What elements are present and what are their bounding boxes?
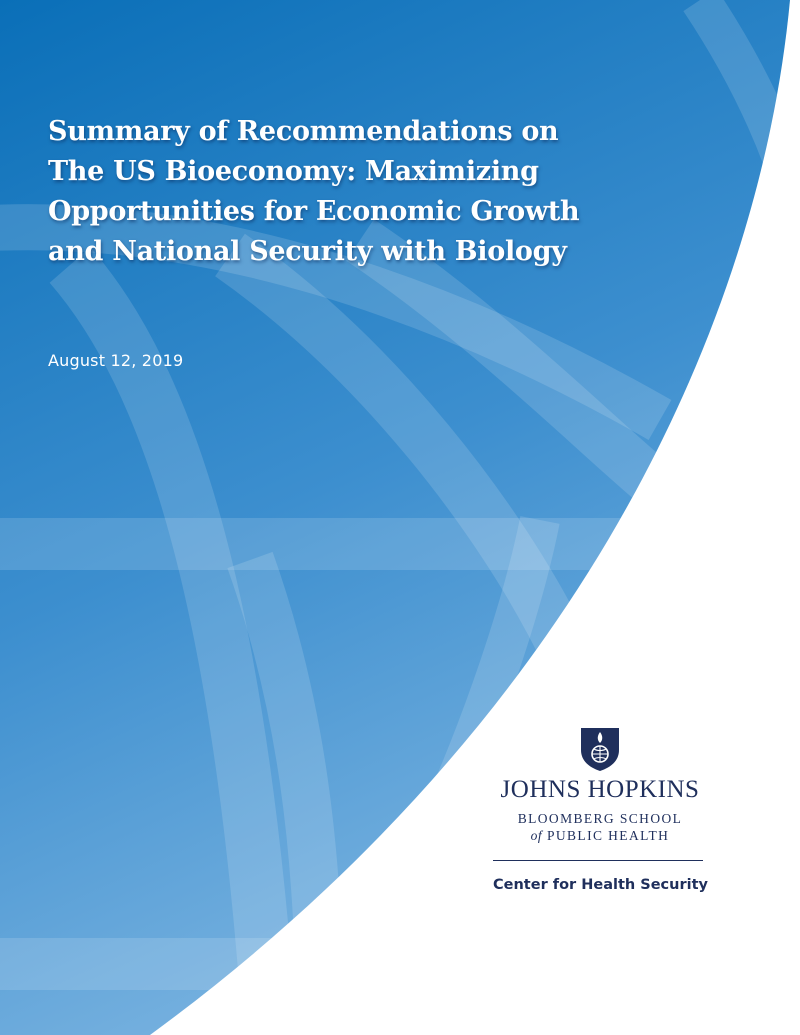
school-name-of: of [530, 828, 543, 843]
title-line: Summary of Recommendations on [48, 116, 559, 147]
title-line: The US Bioeconomy: Maximizing [48, 156, 539, 187]
title-line: and National Security with Biology [48, 236, 567, 267]
center-name: Center for Health Security [493, 877, 708, 893]
johns-hopkins-logo [480, 726, 720, 844]
institution-name: JOHNS HOPKINS [500, 776, 700, 803]
university-shield-icon [579, 726, 621, 772]
school-name-line1: BLOOMBERG SCHOOL [517, 811, 683, 826]
school-name-public-health: PUBLIC HEALTH [546, 828, 670, 843]
school-name-line2 [480, 827, 720, 844]
report-date: August 12, 2019 [48, 351, 184, 370]
report-title [48, 112, 608, 272]
logo-divider [493, 860, 703, 861]
globe-band [0, 518, 800, 570]
globe-band [0, 938, 800, 990]
title-line: Opportunities for Economic Growth [48, 196, 580, 227]
